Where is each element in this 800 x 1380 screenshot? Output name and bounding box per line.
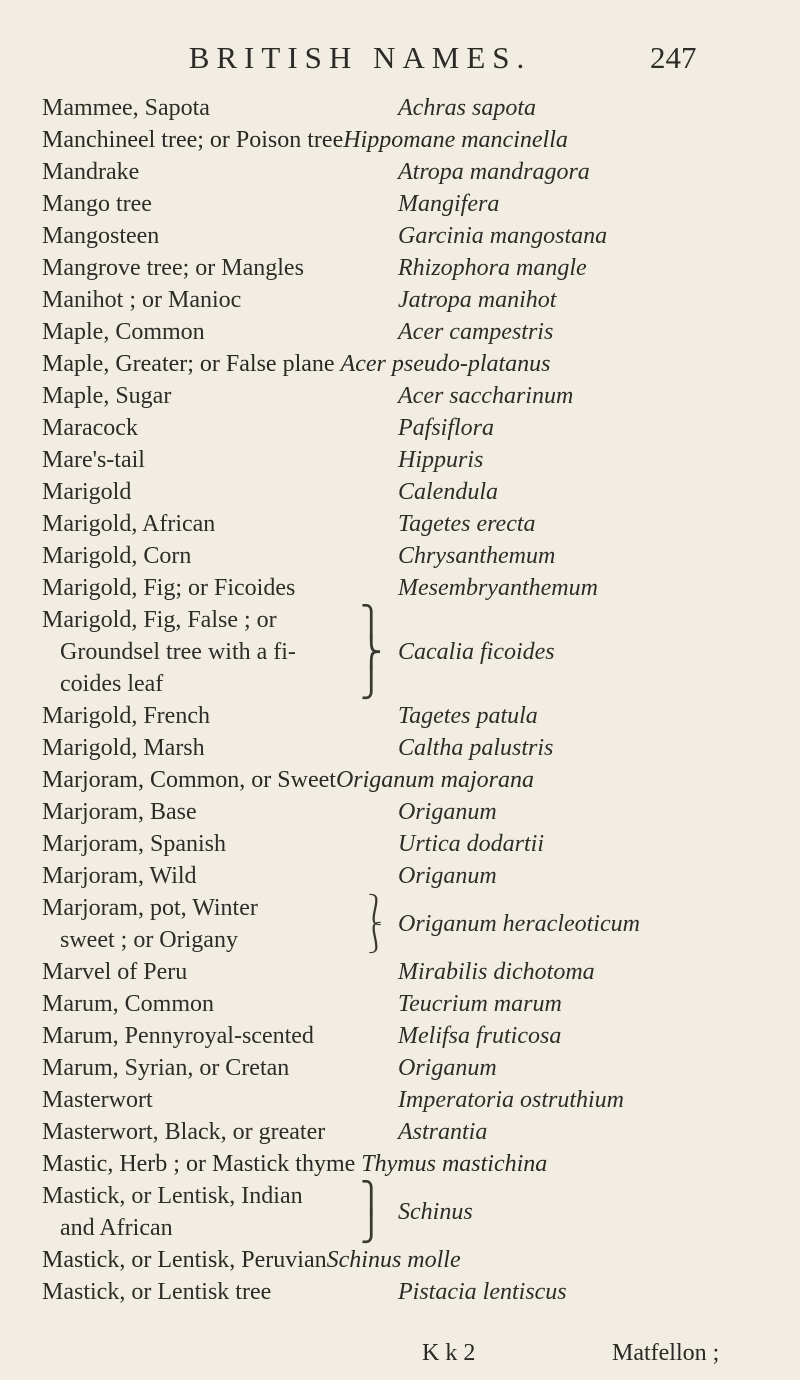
brace-glyph: ⎭ [360,1209,383,1244]
list-item [0,508,800,540]
latin-name: Mesembryanthemum [398,575,598,601]
common-name: Marjoram, Base [42,799,197,825]
common-name: Marum, Syrian, or Cretan [42,1055,290,1081]
name-list [0,92,800,1308]
common-name: Maple, Greater; or False plane [42,351,341,377]
common-name: Marjoram, Wild [42,863,197,889]
latin-name: Tagetes erecta [398,511,536,537]
latin-name: Acer pseudo-platanus [340,351,551,377]
common-name: Marjoram, Spanish [42,831,226,857]
list-item [0,188,800,220]
brace-glyph: ⎫ [360,605,383,640]
common-name: Mangrove tree; or Mangles [42,255,304,281]
list-item [0,444,800,476]
latin-name: Acer saccharinum [398,383,574,409]
common-name: Mammee, Sapota [42,95,210,121]
brace-glyph: ⎱ [360,893,390,928]
page-number: 247 [650,40,697,75]
list-item [0,220,800,252]
common-name: Marigold, Marsh [42,735,205,761]
list-item [0,1244,800,1276]
common-name: Manchineel tree; or Poison tree [42,127,344,153]
common-name: Mango tree [42,191,152,217]
common-name: Mastick, or Lentisk, Peruvian [42,1247,327,1273]
latin-name: Hippuris [398,447,484,473]
list-item [0,1116,800,1148]
latin-name: Chrysanthemum [398,543,556,569]
latin-name: Achras sapota [398,95,536,121]
brace-glyph: ⎫ [360,1181,383,1216]
list-item [0,860,800,892]
latin-name: Hippomane mancinella [343,127,568,153]
list-item [0,604,800,700]
common-name-line: Marigold, Fig, False ; or [42,607,277,633]
latin-name: Origanum [398,799,497,825]
inline-entry [42,1246,461,1274]
latin-name: Rhizophora mangle [398,255,587,281]
page-footer [0,1340,800,1370]
common-name: Manihot ; or Manioc [42,287,242,313]
common-name: Maple, Common [42,319,205,345]
latin-name: Tagetes patula [398,703,538,729]
common-name-line: Groundsel tree with a fi- [60,639,296,665]
list-item [0,1084,800,1116]
latin-name: Caltha palustris [398,735,554,761]
list-item [0,124,800,156]
brace-glyph: ⎰ [360,921,390,956]
list-item [0,572,800,604]
common-name: Maple, Sugar [42,383,172,409]
latin-name: Atropa mandragora [398,159,590,185]
inline-entry [42,766,534,794]
latin-name: Schinus [398,1199,473,1225]
common-name: Marigold [42,479,132,505]
list-item [0,764,800,796]
latin-name: Origanum [398,863,497,889]
inline-entry [42,1150,547,1178]
common-name: Marum, Pennyroyal-scented [42,1023,314,1049]
common-name-line: sweet ; or Origany [60,927,238,953]
common-name: Mastic, Herb ; or Mastick thyme [42,1151,362,1177]
common-name: Marum, Common [42,991,214,1017]
list-item [0,316,800,348]
list-item [0,252,800,284]
latin-name: Urtica dodartii [398,831,545,857]
inline-entry [42,126,568,154]
latin-name: Teucrium marum [398,991,562,1017]
list-item [0,732,800,764]
list-item [0,540,800,572]
latin-name: Cacalia ficoides [398,639,555,665]
common-name: Marigold, Corn [42,543,192,569]
latin-name: Astrantia [398,1119,488,1145]
list-item [0,1148,800,1180]
common-name: Mastick, or Lentisk tree [42,1279,272,1305]
latin-name: Schinus molle [326,1247,461,1273]
latin-name: Calendula [398,479,498,505]
common-name-line: coides leaf [60,671,164,697]
common-name: Marjoram, Common, or Sweet [42,767,336,793]
list-item [0,284,800,316]
list-item [0,988,800,1020]
list-item [0,1180,800,1244]
common-name: Marigold, Fig; or Ficoides [42,575,296,601]
common-name-line: Marjoram, pot, Winter [42,895,258,921]
list-item [0,348,800,380]
list-item [0,156,800,188]
common-name: Marigold, African [42,511,216,537]
common-name: Masterwort, Black, or greater [42,1119,326,1145]
list-item [0,1020,800,1052]
latin-name: Melifsa fruticosa [398,1023,562,1049]
common-name: Mangosteen [42,223,160,249]
signature-mark: K k 2 [422,1340,476,1366]
common-name: Mare's-tail [42,447,145,473]
catchword: Matfellon ; [612,1340,720,1366]
common-name-line: Mastick, or Lentisk, Indian [42,1183,303,1209]
latin-name: Pistacia lentiscus [398,1279,567,1305]
latin-name: Origanum [398,1055,497,1081]
brace-glyph: ⎬ [360,635,383,670]
running-head: BRITISH NAMES. [188,40,532,75]
list-item [0,1276,800,1308]
common-name: Maracock [42,415,138,441]
inline-entry [42,350,551,378]
common-name-line: and African [60,1215,173,1241]
latin-name: Imperatoria ostruthium [398,1087,625,1113]
list-item [0,1052,800,1084]
latin-name: Thymus mastichina [361,1151,548,1177]
latin-name: Origanum majorana [335,767,534,793]
common-name: Marvel of Peru [42,959,188,985]
brace-glyph: ⎭ [360,665,383,700]
latin-name: Mangifera [398,191,500,217]
list-item [0,892,800,956]
list-item [0,700,800,732]
list-item [0,796,800,828]
list-item [0,92,800,124]
list-item [0,380,800,412]
common-name: Masterwort [42,1087,153,1113]
common-name: Mandrake [42,159,140,185]
latin-name: Jatropa manihot [398,287,557,313]
latin-name: Mirabilis dichotoma [398,959,595,985]
page-header [0,40,800,80]
latin-name: Acer campestris [398,319,554,345]
latin-name: Garcinia mangostana [398,223,608,249]
latin-name: Pafsiflora [398,415,495,441]
latin-name: Origanum heracleoticum [398,911,640,937]
list-item [0,956,800,988]
common-name: Marigold, French [42,703,210,729]
list-item [0,828,800,860]
list-item [0,412,800,444]
list-item [0,476,800,508]
